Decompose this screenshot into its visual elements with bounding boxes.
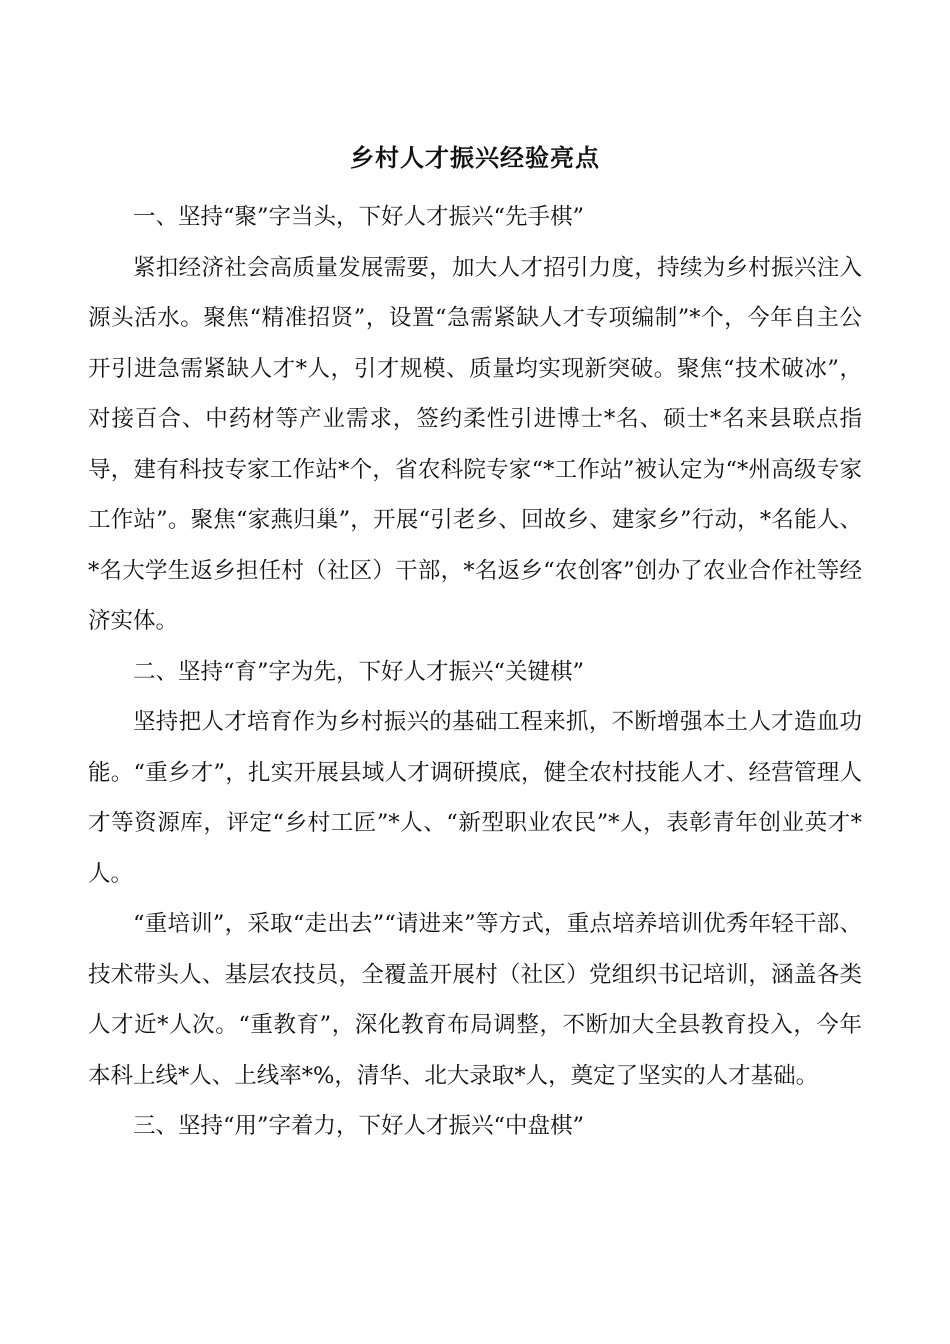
section-heading-1: 一、坚持“聚”字当头，下好人才振兴“先手棋”: [133, 204, 585, 230]
section-2-paragraph-1: 坚持把人才培育作为乡村振兴的基础工程来抓，不断增强本土人才造血功能。“重乡才”，扎实开展县域人才调研摸底，健全农村技能人才、经营管理人才等资源库，评定“乡村工匠”*人、“新型职业农民”*人，表彰青年创业英才*人。: [88, 709, 862, 887]
section-heading-2: 二、坚持“育”字为先，下好人才振兴“关键棋”: [133, 658, 585, 685]
section-heading-3: 三、坚持“用”字着力，下好人才振兴“中盘棋”: [133, 1113, 585, 1139]
document-body: [88, 192, 862, 1152]
section-2-paragraph-2: “重培训”，采取“走出去”“请进来”等方式，重点培养培训优秀年轻干部、技术带头人、基层农技员，全覆盖开展村（社区）党组织书记培训，涵盖各类人才近*人次。“重教育”，深化教育布局调整，不断加大全县教育投入，今年本科上线*人、上线率*%，清华、北大录取*人，奠定了坚实的人才基础。: [88, 911, 862, 1089]
section-1-paragraph-1: 紧扣经济社会高质量发展需要，加大人才招引力度，持续为乡村振兴注入源头活水。聚焦“精准招贤”，设置“急需紧缺人才专项编制”*个，今年自主公开引进急需紧缺人才*人，引才规模、质量均实现新突破。聚焦“技术破冰”，对接百合、中药材等产业需求，签约柔性引进博士*名、硕士*名来县联点指导，建有科技专家工作站*个，省农科院专家“*工作站”被认定为“*州高级专家工作站”。聚焦“家燕归巢”，开展“引老乡、回故乡、建家乡”行动，*名能人、*名大学生返乡担任村（社区）干部，*名返乡“农创客”创办了农业合作社等经济实体。: [88, 254, 862, 634]
document-title: 乡村人才振兴经验亮点: [350, 143, 600, 172]
